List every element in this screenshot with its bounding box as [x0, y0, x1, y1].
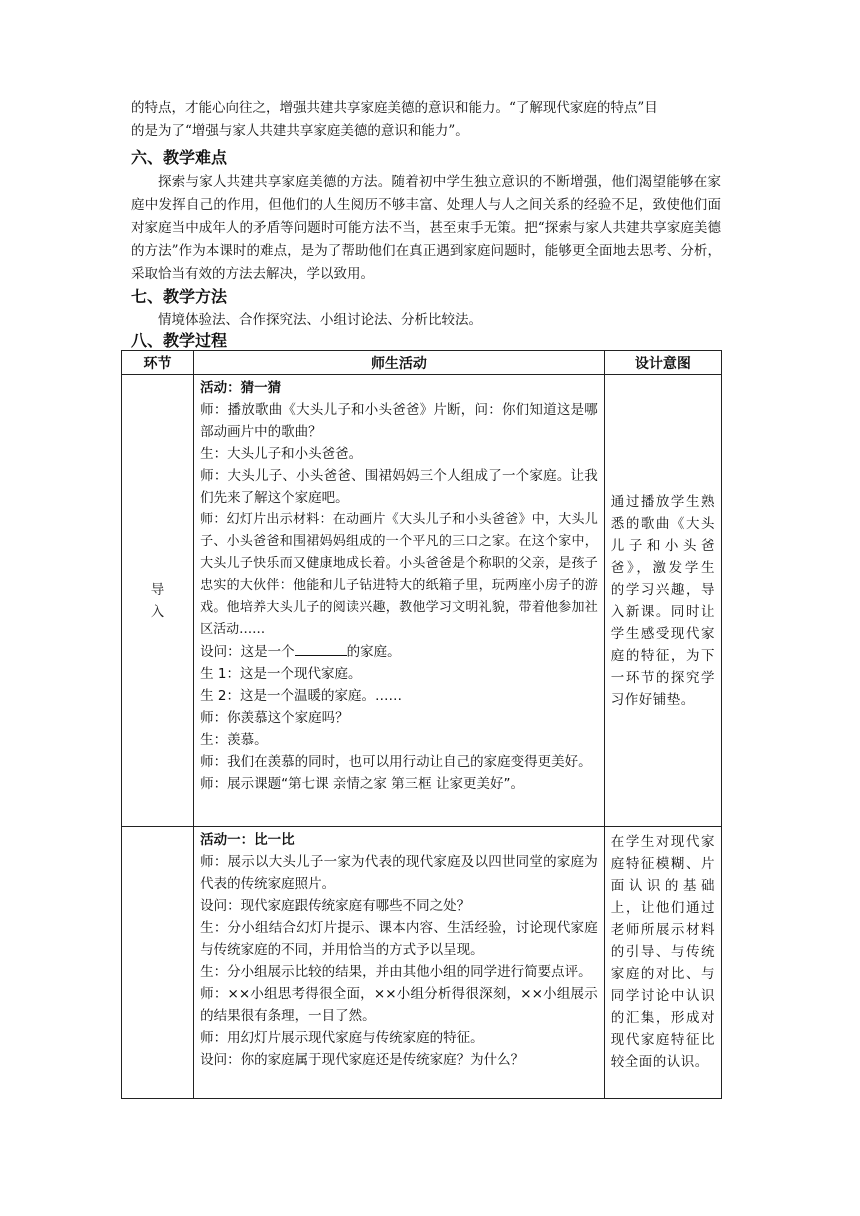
header-design-intent: 设计意图	[604, 351, 721, 375]
activity-cell	[194, 827, 605, 1099]
activity-cell	[194, 375, 605, 827]
activity-line: 师：用幻灯片展示现代家庭与传统家庭的特征。	[200, 1030, 484, 1046]
activity-line: 生：大头儿子和小头爸爸。	[200, 446, 363, 462]
activity-line: 设问：你的家庭属于现代家庭还是传统家庭？为什么？	[200, 1052, 525, 1068]
activity-line: 师：播放歌曲《大头儿子和小头爸爸》片断，问：你们知道这是哪部动画片中的歌曲？	[200, 402, 598, 440]
activity-line: 师：××小组思考得很全面，××小组分析得很深刻，××小组展示的结果很有条理，一目了然。	[200, 986, 598, 1024]
activity-line: 生 1：这是一个现代家庭。	[200, 666, 362, 682]
header-stage: 环节	[122, 351, 194, 375]
stage-label: 导 入	[150, 581, 165, 620]
section-body-difficulties: 探索与家人共建共享家庭美德的方法。随着初中学生独立意识的不断增强，他们渴望能够在家庭中发挥自己的作用，但他们的人生阅历不够丰富、处理人与人之间关系的经验不足，致使他们面对家庭当中成年人的矛盾等问题时可能方法不当，甚至束手无策。把“探索与家人共建共享家庭美德的方法”作为本课时的难点，是为了帮助他们在真正遇到家庭问题时，能够更全面地去思考、分析，采取恰当有效的方法去解决，学以致用。	[131, 174, 721, 282]
intro-line-1: 的特点，才能心向往之，增强共建共享家庭美德的意识和能力。“了解现代家庭的特点”目	[131, 100, 658, 116]
activity-line: 师：你羡慕这个家庭吗？	[200, 710, 349, 726]
activity-line: 生：羡慕。	[200, 732, 268, 748]
table-row	[122, 827, 722, 1099]
activity-line: 师：幻灯片出示材料：在动画片《大头儿子和小头爸爸》中，大头儿子、小头爸爸和围裙妈妈组成的一个平凡的三口之家。在这个家中，大头儿子快乐而又健康地成长着。小头爸爸是个称职的父亲，是孩子忠实的大伙伴：他能和儿子钻进特大的纸箱子里，玩两座小房子的游戏。他培养大头儿子的阅读兴趣，教他学习文明礼貌，带着他参加社区活动……	[200, 512, 598, 637]
section-heading-process: 八、教学过程	[131, 331, 228, 350]
question-suffix: 的家庭。	[346, 644, 401, 660]
stage-cell	[122, 375, 194, 827]
activity-line: 设问：现代家庭跟传统家庭有哪些不同之处？	[200, 898, 471, 914]
teaching-process-table	[121, 350, 722, 1099]
activity-line: 生 2：这是一个温暖的家庭。……	[200, 688, 402, 704]
activity-line: 师：大头儿子、小头爸爸、围裙妈妈三个人组成了一个家庭。让我们先来了解这个家庭吧。	[200, 468, 598, 506]
section-body-methods: 情境体验法、合作探究法、小组讨论法、分析比较法。	[158, 312, 482, 328]
section-heading-methods: 七、教学方法	[131, 287, 228, 306]
table-row	[122, 375, 722, 827]
activity-line: 师：展示以大头儿子一家为代表的现代家庭及以四世同堂的家庭为代表的传统家庭照片。	[200, 854, 598, 892]
table-header-row	[122, 351, 722, 375]
activity-line: 师：展示课题“第七课 亲情之家 第三框 让家更美好”。	[200, 776, 524, 792]
intro-line-2: 的是为了“增强与家人共建共享家庭美德的意识和能力”。	[131, 123, 469, 139]
activity-line-blank	[200, 641, 598, 663]
header-activities: 师生活动	[194, 351, 605, 375]
fill-in-blank	[295, 641, 347, 656]
activity-title: 活动：猜一猜	[200, 380, 282, 396]
activity-line: 生：分小组展示比较的结果，并由其他小组的同学进行简要点评。	[200, 964, 592, 980]
activity-line: 生：分小组结合幻灯片提示、课本内容、生活经验，讨论现代家庭与传统家庭的不同，并用恰当的方式予以呈现。	[200, 920, 598, 958]
activity-title: 活动一：比一比	[200, 832, 295, 848]
question-prefix: 设问：这是一个	[200, 644, 295, 660]
design-intent-cell: 在学生对现代家庭特征模糊、片面认识的基础上，让他们通过老师所展示材料的引导、与传统家庭的对比、与同学讨论中认识的汇集，形成对现代家庭特征比较全面的认识。	[604, 827, 721, 1099]
stage-cell	[122, 827, 194, 1099]
design-intent-cell: 通过播放学生熟悉的歌曲《大头儿子和小头爸爸》，激发学生的学习兴趣，导入新课。同时让学生感受现代家庭的特征，为下一环节的探究学习作好铺垫。	[604, 375, 721, 827]
activity-line: 师：我们在羡慕的同时，也可以用行动让自己的家庭变得更美好。	[200, 754, 592, 770]
section-heading-difficulties: 六、教学难点	[131, 148, 228, 167]
